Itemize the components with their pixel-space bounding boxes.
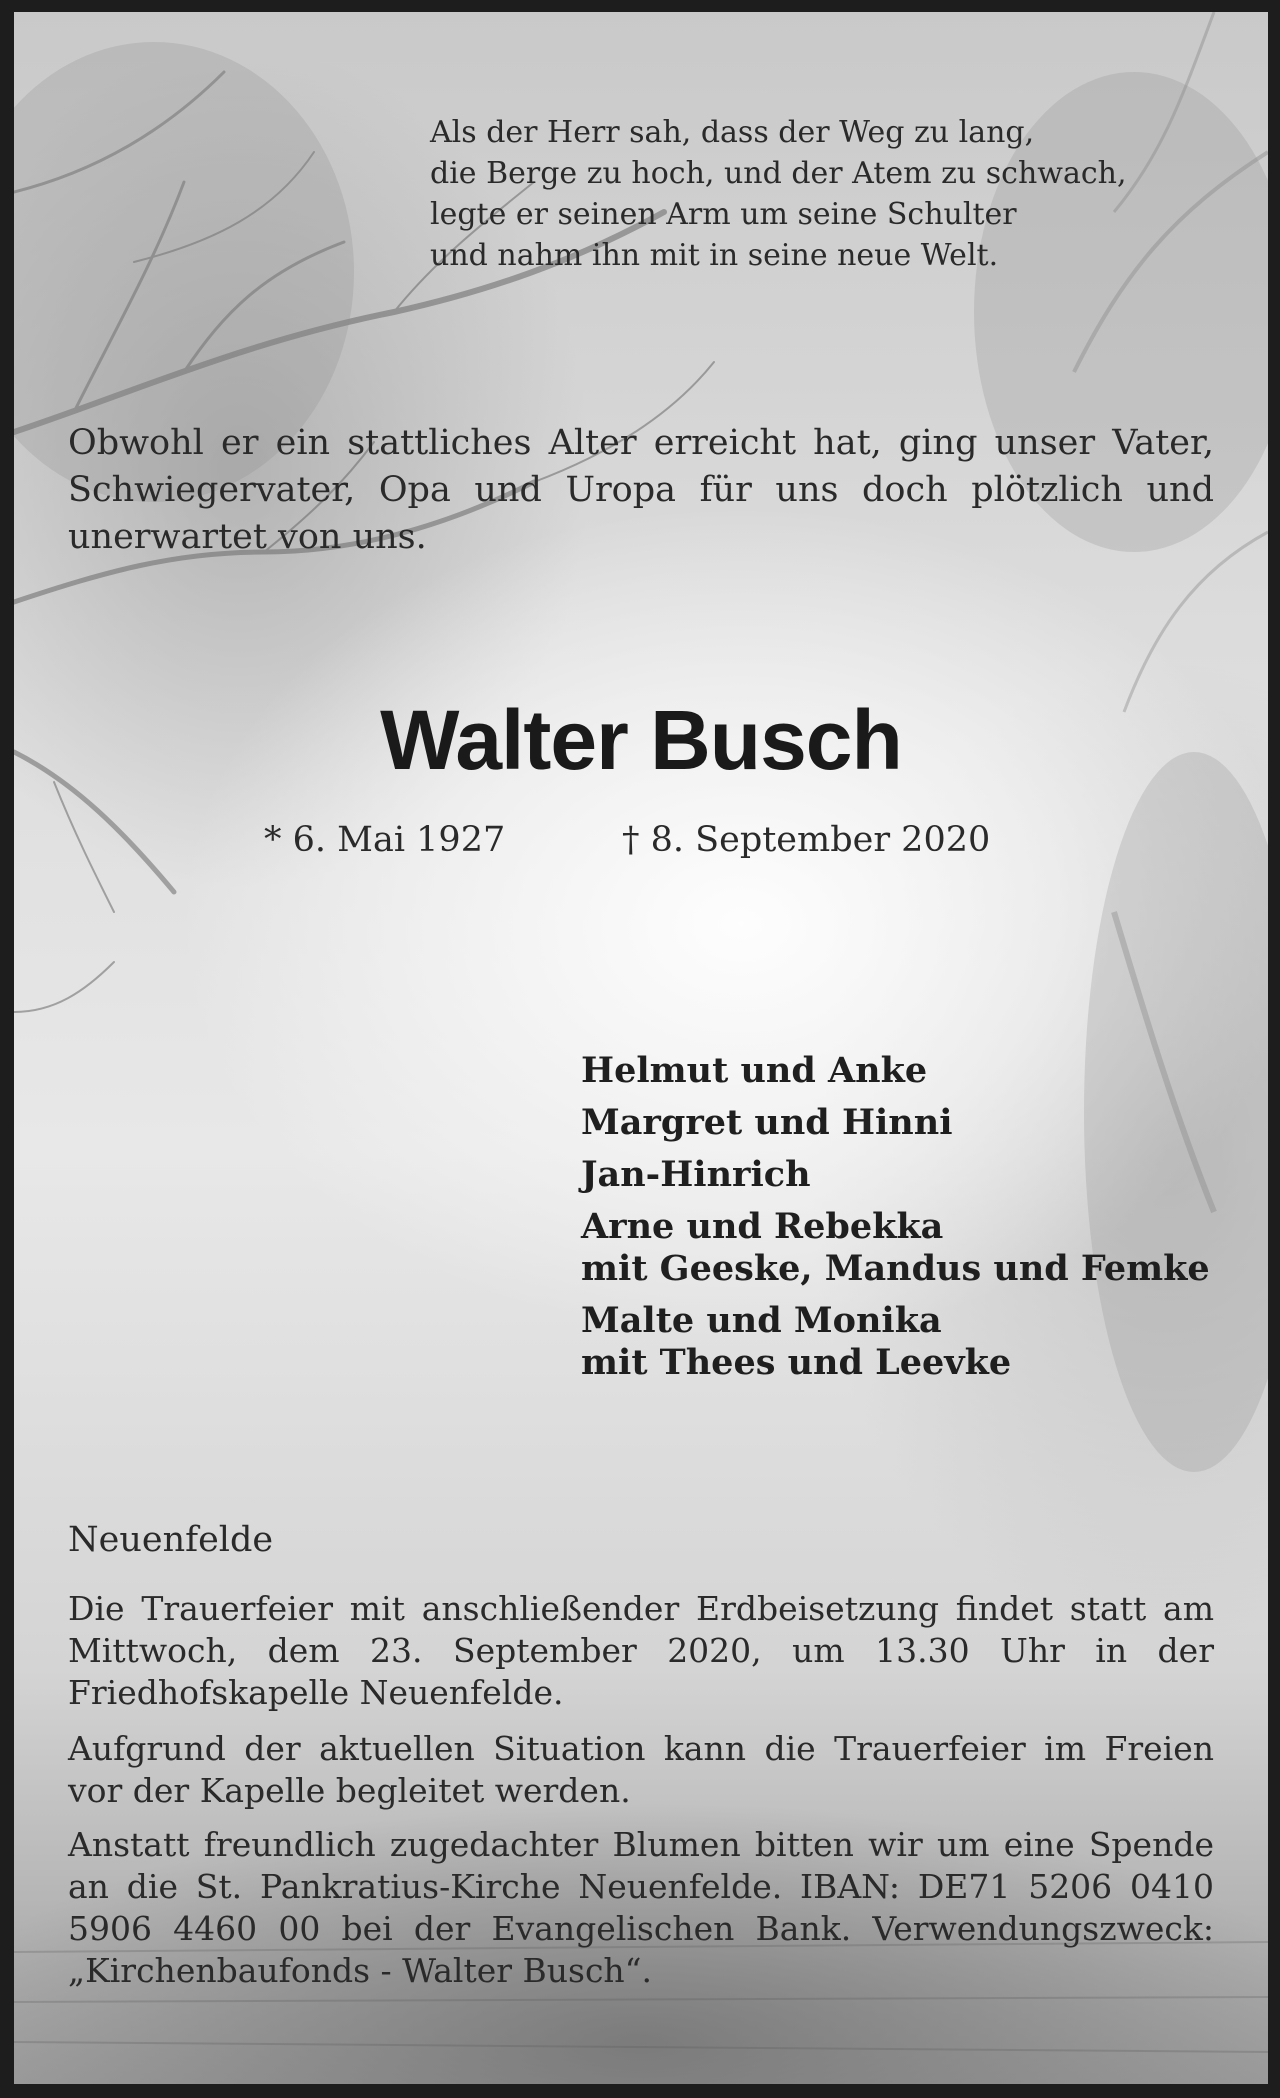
family-line: Jan-Hinrich [581,1154,811,1195]
family-line: Margret und Hinni [581,1102,953,1143]
family-entry [581,1102,1241,1144]
family-line: Arne und Rebekka [581,1206,944,1247]
poem-line: Als der Herr sah, dass der Weg zu lang, [430,115,1035,150]
situation-notice: Aufgrund der aktuellen Situation kann die Trauerfeier im Freien vor der Kapelle begleitet werden. [68,1729,1214,1810]
family-list [581,1050,1241,1394]
family-line: mit Geeske, Mandus und Femke [581,1248,1210,1289]
poem-line: und nahm ihn mit in seine neue Welt. [430,238,999,273]
family-entry [581,1206,1241,1290]
family-line: Helmut und Anke [581,1050,928,1091]
place-name: Neuenfelde [68,1520,274,1560]
poem [430,112,1230,276]
family-entry [581,1300,1241,1384]
birth-date: * 6. Mai 1927 [264,820,506,860]
death-date: † 8. September 2020 [622,820,991,860]
poem-line: legte er seinen Arm um seine Schulter [430,197,1017,232]
donation-notice: Anstatt freundlich zugedachter Blumen bitten wir um eine Spende an die St. Pankratius-Kirche Neuenfelde. IBAN: DE71 5206 0410 5906 4460 00 bei der Evangelischen Bank. Verwendungszweck: „Kirchenbaufonds - Walter Busch“. [68,1825,1214,1990]
intro-paragraph: Obwohl er ein stattliches Alter erreicht hat, ging unser Vater, Schwiegervater, Opa und Uropa für uns doch plötzlich und unerwartet von uns. [68,423,1214,557]
family-entry [581,1050,1241,1092]
family-entry [581,1154,1241,1196]
family-line: mit Thees und Leevke [581,1342,1012,1383]
poem-line: die Berge zu hoch, und der Atem zu schwach, [430,156,1127,191]
ceremony-notice: Die Trauerfeier mit anschließender Erdbeisetzung findet statt am Mittwoch, dem 23. September 2020, um 13.30 Uhr in der Friedhofskapelle Neuenfelde. [68,1589,1214,1712]
family-line: Malte und Monika [581,1300,942,1341]
obituary-card [14,12,1268,2084]
deceased-name: Walter Busch [380,693,902,787]
